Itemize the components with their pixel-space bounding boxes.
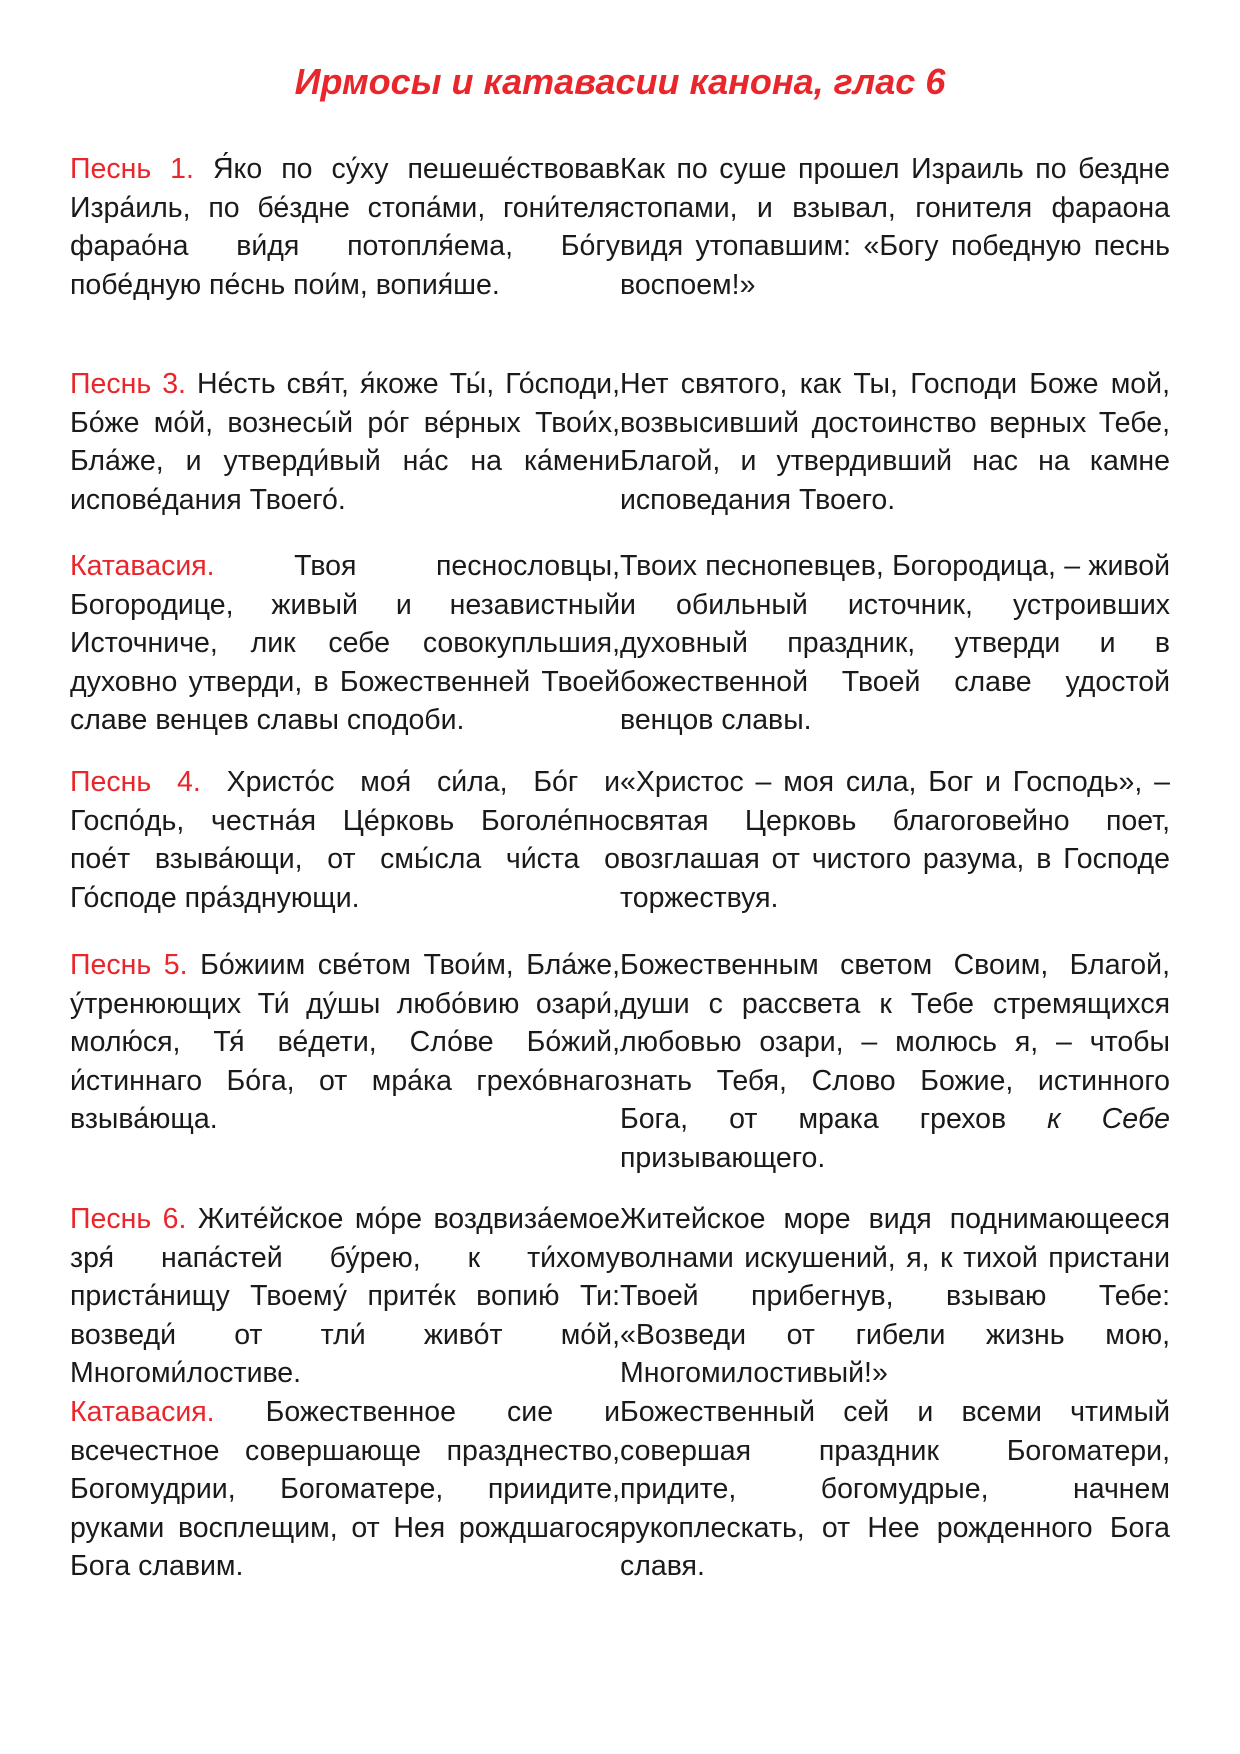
russian-italic-text: к Себе xyxy=(1047,1103,1170,1136)
slavonic-text: Жите́йское мо́ре воздвиза́емое зря́ напа́стей бу́рею, к ти́хому приста́нищу Твоему́ прите́к вопию́ Ти: возведи́ от тли́ живо́т мо́й, Многоми́лостиве. xyxy=(70,1203,621,1390)
section-katavasia-1 xyxy=(70,547,1170,740)
page-title: Ирмосы и катавасии канона, глас 6 xyxy=(294,61,946,102)
slavonic-text: Твоя песнословцы, Богородице, живый и независтный Источниче, лик себе совокупльшия, духовно утверди, в Божественней Твоей славе венцев славы сподоби. xyxy=(70,550,620,737)
slavonic-text: Не́сть свя́т, я́коже Ты́, Го́споди, Бо́же мо́й, вознесы́й ро́г ве́рных Твои́х, Бла́же, и утверди́вый на́с на ка́мени испове́дания Твоего́. xyxy=(70,368,620,516)
russian-column xyxy=(620,1200,1170,1586)
russian-column xyxy=(620,946,1170,1178)
slavonic-column xyxy=(70,547,620,740)
section-label: Песнь 4. xyxy=(70,766,201,798)
slavonic-column xyxy=(70,763,620,917)
russian-column xyxy=(620,763,1170,917)
russian-text: Твоих песнопевцев, Богородица, – живой и обильный источник, устроивших духовный праздник, утверди и в божественной Твоей славе удостой венцов славы. xyxy=(620,550,1170,737)
slavonic-text: Божественное сие и всечестное совершающе празднество, Богомудрии, Богоматере, приидите, руками восплещим, от Нея рождшагося Бога славим. xyxy=(70,1395,621,1583)
slavonic-column xyxy=(70,150,620,304)
section-label: Песнь 1. xyxy=(70,153,194,185)
russian-column xyxy=(620,365,1170,519)
section-pesn-4 xyxy=(70,763,1170,917)
section-pesn-1 xyxy=(70,150,1170,304)
section-label: Катавасия. xyxy=(70,1395,215,1428)
slavonic-text: Бо́жиим све́том Твои́м, Бла́же, у́тренюющих Ти́ ду́шы любо́вию озари́, молю́ся, Тя́ ве́дети, Сло́ве Бо́жий, и́стиннаго Бо́га, от мра́ка грехо́внаго взыва́юща. xyxy=(70,949,620,1136)
slavonic-text: Я́ко по су́ху пешеше́ствовав Изра́иль, по бе́здне стопа́ми, гони́теля фарао́на ви́дя потопля́ема, Бо́гу побе́дную пе́снь пои́м, вопия́ше. xyxy=(70,153,620,301)
slavonic-text: Христо́с моя́ си́ла, Бо́г и Госпо́дь, честна́я Це́рковь Боголе́пно пое́т взыва́ющи, от смы́сла чи́ста о Го́споде пра́зднующи. xyxy=(70,766,621,914)
slavonic-column xyxy=(70,365,620,519)
russian-column xyxy=(620,547,1170,740)
russian-column xyxy=(620,150,1170,304)
slavonic-column xyxy=(70,946,620,1178)
slavonic-column xyxy=(70,1200,620,1586)
russian-text-end: призывающего. xyxy=(620,1141,826,1174)
russian-text: Божественный сей и всеми чтимый совершая праздник Богоматери, придите, богомудрые, начнем рукоплескать, от Нее рожденного Бога славя. xyxy=(620,1395,1170,1583)
section-label: Песнь 3. xyxy=(70,368,186,400)
russian-text: Нет святого, как Ты, Господи Боже мой, возвысивший достоинство верных Тебе, Благой, и утвердивший нас на камне исповедания Твоего. xyxy=(620,368,1170,516)
russian-text: Житейское море видя поднимающееся волнами искушений, я, к тихой пристани Твоей прибегнув, взываю Тебе: «Возведи от гибели жизнь мою, Многомилостивый!» xyxy=(620,1203,1170,1390)
section-label: Песнь 6. xyxy=(70,1203,187,1235)
section-pesn-5 xyxy=(70,946,1170,1178)
russian-text: «Христос – моя сила, Бог и Господь», – святая Церковь благоговейно поет, возглашая от чистого разума, в Господе торжествуя. xyxy=(620,766,1170,914)
section-pesn-6 xyxy=(70,1200,1170,1586)
section-pesn-3 xyxy=(70,365,1170,519)
russian-text: Как по суше прошел Израиль по бездне стопами, и взывал, гонителя фараона видя утопавшим: «Богу победную песнь воспоем!» xyxy=(620,153,1170,301)
section-label: Песнь 5. xyxy=(70,949,188,981)
section-label: Катавасия. xyxy=(70,550,215,582)
russian-text: Божественным светом Своим, Благой, души с рассвета к Тебе стремящихся любовью озари, – молюсь я, – чтобы знать Тебя, Слово Божие, истинного Бога, от мрака грехов xyxy=(620,949,1170,1136)
